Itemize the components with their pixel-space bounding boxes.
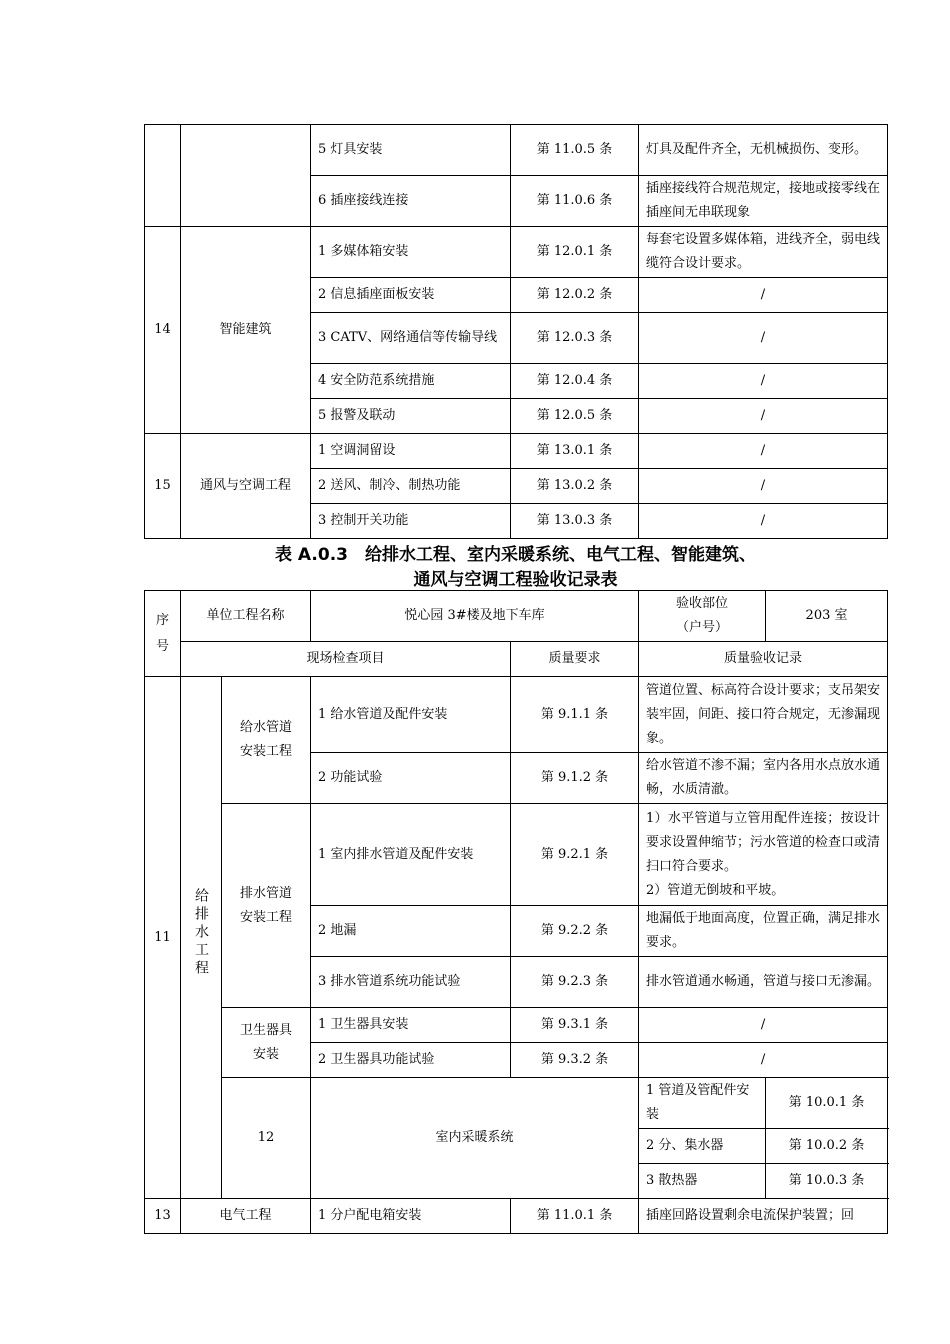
group-name: 给水管道安装工程 xyxy=(222,677,311,804)
row-id: 11 xyxy=(145,677,181,1199)
item-name: 3 控制开关功能 xyxy=(311,504,511,539)
item-record: 插座接线符合规范规定，接地或接零线在插座间无串联现象 xyxy=(639,176,888,227)
table-title-line1: 表 A.0.3 给排水工程、室内采暖系统、电气工程、智能建筑、 xyxy=(275,545,756,565)
table-row xyxy=(145,1199,888,1234)
item-name: 6 插座接线连接 xyxy=(311,176,511,227)
item-record: 管道位置、标高符合设计要求；支吊架安装牢固，间距、接口符合规定，无渗漏现象。 xyxy=(639,677,888,753)
header-row xyxy=(145,642,888,677)
item-record: / xyxy=(639,313,888,364)
item-name: 2 地漏 xyxy=(311,906,511,957)
item-name: 2 功能试验 xyxy=(311,753,511,804)
table-row xyxy=(145,1078,888,1129)
item-clause: 第 10.0.2 条 xyxy=(766,1129,888,1164)
item-clause: 第 12.0.2 条 xyxy=(511,278,639,313)
row-category: 室内采暖系统 xyxy=(311,1078,639,1199)
col-rec-header: 质量验收记录 xyxy=(639,642,888,677)
item-clause: 第 12.0.5 条 xyxy=(511,399,639,434)
item-clause: 第 9.2.3 条 xyxy=(511,957,639,1008)
group-name: 排水管道安装工程 xyxy=(222,804,311,1008)
lower-table xyxy=(144,590,888,1234)
item-record: / xyxy=(639,278,888,313)
row-category: 智能建筑 xyxy=(181,227,311,434)
item-name: 1 卫生器具安装 xyxy=(311,1008,511,1043)
col-req-header: 质量要求 xyxy=(511,642,639,677)
upper-table xyxy=(144,124,888,539)
group-name: 卫生器具安装 xyxy=(222,1008,311,1078)
item-name: 2 信息插座面板安装 xyxy=(311,278,511,313)
item-clause: 第 13.0.2 条 xyxy=(511,469,639,504)
row-id: 14 xyxy=(145,227,181,434)
row-category: 给排水工程 xyxy=(181,677,222,1199)
item-clause: 第 9.3.2 条 xyxy=(511,1043,639,1078)
table-row xyxy=(145,434,888,469)
item-record: 每套宅设置多媒体箱，进线齐全，弱电线缆符合设计要求。 xyxy=(639,227,888,278)
item-clause: 第 11.0.5 条 xyxy=(511,125,639,176)
row-category: 电气工程 xyxy=(181,1199,311,1234)
table-row xyxy=(145,227,888,278)
item-record: 排水管道通水畅通，管道与接口无渗漏。 xyxy=(639,957,888,1008)
item-clause: 第 9.1.2 条 xyxy=(511,753,639,804)
row-id: 13 xyxy=(145,1199,181,1234)
item-name: 1 分户配电箱安装 xyxy=(311,1199,511,1234)
item-record: 灯具及配件齐全，无机械损伤、变形。 xyxy=(639,125,888,176)
item-clause: 第 13.0.3 条 xyxy=(511,504,639,539)
item-name: 5 报警及联动 xyxy=(311,399,511,434)
item-name: 4 安全防范系统措施 xyxy=(311,364,511,399)
item-clause: 第 11.0.6 条 xyxy=(511,176,639,227)
item-name: 3 CATV、网络通信等传输导线 xyxy=(311,313,511,364)
item-clause: 第 13.0.1 条 xyxy=(511,434,639,469)
item-name: 2 卫生器具功能试验 xyxy=(311,1043,511,1078)
item-record: 1）水平管道与立管用配件连接；按设计要求设置伸缩节；污水管道的检查口或清扫口符合要求。 2）管道无倒坡和平坡。 xyxy=(639,804,888,906)
item-clause: 第 10.0.3 条 xyxy=(766,1164,888,1199)
item-record: 地漏低于地面高度，位置正确，满足排水要求。 xyxy=(639,906,888,957)
item-record: / xyxy=(639,469,888,504)
header-row xyxy=(145,591,888,642)
item-clause: 第 12.0.1 条 xyxy=(511,227,639,278)
item-name: 1 室内排水管道及配件安装 xyxy=(311,804,511,906)
row-category: 通风与空调工程 xyxy=(181,434,311,539)
row-id: 12 xyxy=(222,1078,311,1199)
row-id xyxy=(145,125,181,227)
item-record: 给水管道不渗不漏；室内各用水点放水通畅，水质清澈。 xyxy=(639,753,888,804)
item-clause: 第 11.0.1 条 xyxy=(511,1199,639,1234)
item-name: 3 排水管道系统功能试验 xyxy=(311,957,511,1008)
col-item-header: 现场检查项目 xyxy=(181,642,511,677)
item-name: 1 给水管道及配件安装 xyxy=(311,677,511,753)
row-id: 15 xyxy=(145,434,181,539)
item-clause: 第 12.0.3 条 xyxy=(511,313,639,364)
item-name: 3 散热器 xyxy=(639,1164,766,1199)
item-record: / xyxy=(639,399,888,434)
table-row xyxy=(145,804,888,906)
item-name: 1 多媒体箱安装 xyxy=(311,227,511,278)
item-clause: 第 9.1.1 条 xyxy=(511,677,639,753)
item-clause: 第 9.2.1 条 xyxy=(511,804,639,906)
item-clause: 第 9.2.2 条 xyxy=(511,906,639,957)
table-title-line2: 通风与空调工程验收记录表 xyxy=(413,570,618,590)
item-record: / xyxy=(639,1008,888,1043)
dept-value: 203 室 xyxy=(766,591,888,642)
item-name: 5 灯具安装 xyxy=(311,125,511,176)
item-record: / xyxy=(639,1043,888,1078)
item-clause: 第 10.0.1 条 xyxy=(766,1078,888,1129)
row-category xyxy=(181,125,311,227)
item-record: / xyxy=(639,504,888,539)
item-record: / xyxy=(639,364,888,399)
dept-label: 验收部位（户号） xyxy=(639,591,766,642)
item-record: 插座回路设置剩余电流保护装置；回 xyxy=(639,1199,888,1234)
item-name: 2 分、集水器 xyxy=(639,1129,766,1164)
item-record: / xyxy=(639,434,888,469)
table-row xyxy=(145,677,888,753)
item-clause: 第 12.0.4 条 xyxy=(511,364,639,399)
item-name: 1 空调洞留设 xyxy=(311,434,511,469)
item-name: 2 送风、制冷、制热功能 xyxy=(311,469,511,504)
table-row xyxy=(145,125,888,176)
table-row xyxy=(145,1008,888,1043)
item-clause: 第 9.3.1 条 xyxy=(511,1008,639,1043)
item-name: 1 管道及管配件安装 xyxy=(639,1078,766,1129)
unit-name-value: 悦心园 3#楼及地下车库 xyxy=(311,591,639,642)
seq-header: 序号 xyxy=(145,591,181,677)
unit-name-label: 单位工程名称 xyxy=(181,591,311,642)
